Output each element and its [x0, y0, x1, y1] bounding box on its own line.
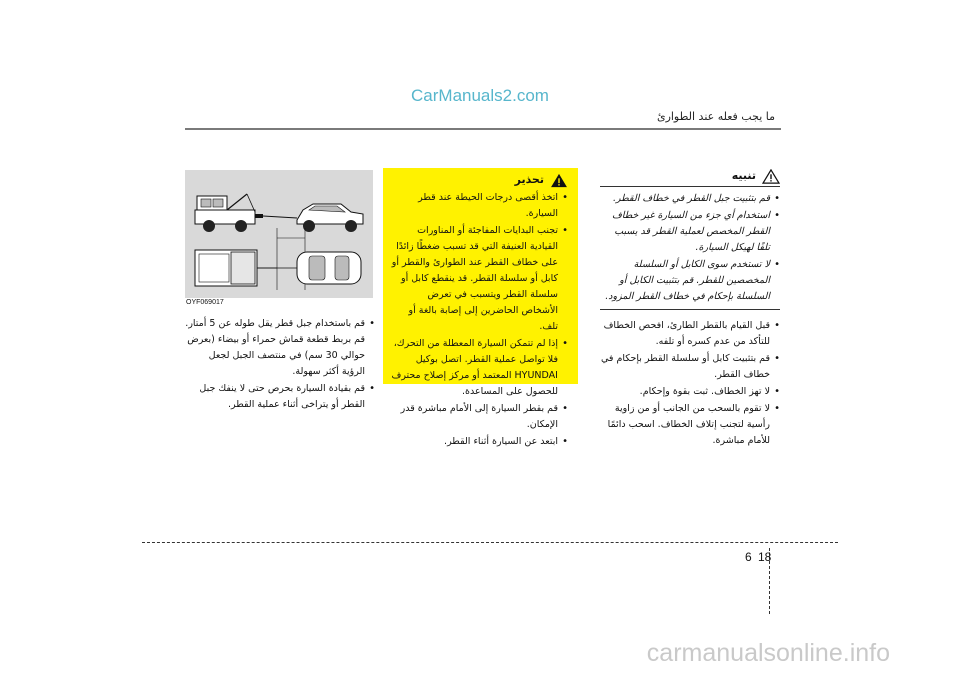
chapter-number: 6 [745, 550, 752, 564]
towed-car-top-icon [297, 252, 361, 284]
warning-item: • ابتعد عن السيارة أثناء القطر. [391, 434, 568, 450]
footer-rule [142, 542, 838, 543]
list-item: • لا تقوم بالسحب من الجانب أو من زاوية رأسية لتجنب إتلاف الخطاف. اسحب دائمًا للأمام مباشرة. [600, 401, 780, 449]
caution-list [600, 191, 780, 305]
list-item: • لا تهز الخطاف. ثبت بقوة وإحكام. [600, 384, 780, 400]
towing-diagram [185, 170, 373, 298]
list-item: • قم بقيادة السيارة بحرص حتى لا ينفك جبل القطر أو يتراخى أثناء عملية القطر. [185, 381, 375, 413]
caution-item: • لا تستخدم سوى الكابل أو السلسلة المخصصين للقطر. قم بتثبيت الكابل أو السلسلة بإحكام في خطاف القطر المزود. [600, 257, 780, 305]
page-number: 18 [758, 550, 772, 564]
warning-item: • قم بقطر السيارة إلى الأمام مباشرة قدر الإمكان. [391, 401, 568, 433]
caution-column [600, 168, 780, 450]
warning-triangle-icon [550, 173, 568, 188]
running-title: ما يجب فعله عند الطوارئ [656, 110, 775, 123]
tow-truck-top-icon [195, 250, 257, 286]
watermark-top: CarManuals2.com [411, 86, 549, 105]
list-item: • قم باستخدام جبل قطر يقل طوله عن 5 أمتار. قم بربط قطعة قماش حمراء أو بيضاء (بعرض حوالي 30 سم) في منتصف الجبل لجعل الرؤية أكثر سهولة. [185, 316, 375, 380]
tow-truck-side-icon [195, 194, 263, 232]
caution-title: تنبيه [731, 169, 756, 182]
header-rule [185, 128, 781, 130]
page-margin-line [769, 566, 770, 614]
towed-car-side-icon [297, 204, 363, 232]
warning-item: • اتخذ أقصى درجات الحيطة عند قطر السيارة. [391, 190, 568, 222]
warning-item: • إذا لم تتمكن السيارة المعطلة من التحرك، فلا تواصل عملية القطر. اتصل بوكيل HYUNDAI المعتمد أو مركز إصلاح محترف للحصول على المساعدة. [391, 336, 568, 400]
warning-list [391, 190, 568, 450]
warning-triangle-icon [762, 169, 780, 184]
caution-item: • استخدام أي جزء من السيارة غير خطاف القطر المخصص لعملية القطر قد يسبب تلفًا لهيكل السيارة. [600, 208, 780, 256]
towing-hook-list [600, 318, 780, 449]
watermark-bottom: carmanualsonline.info [646, 639, 890, 667]
towing-illustration [185, 170, 373, 298]
warning-title: تحذير [514, 173, 544, 186]
warning-box [383, 168, 578, 447]
caution-item: • قم بتثبيت جبل القطر في خطاف القطر. [600, 191, 780, 207]
caution-heading [600, 168, 780, 187]
tow-rope-list [185, 316, 375, 413]
caution-divider [600, 309, 780, 310]
warning-item: • تجنب البدايات المفاجئة أو المناورات القيادية العنيفة التي قد تسبب ضغطًا زائدًا على خطاف القطر عند الطوارئ والقطر أو كابل أو سلسلة القطر. قد ينقطع كابل أو سلسلة القطر ويتسبب في تعرض الأشخاص الحاضرين إلى إصابة بالغة أو تلف. [391, 223, 568, 335]
tow-rope-instructions [185, 316, 375, 414]
list-item: • قبل القيام بالقطر الطارئ، افحص الخطاف للتأكد من عدم كسره أو تلفه. [600, 318, 780, 350]
list-item: • قم بتثبيت كابل أو سلسلة القطر بإحكام في خطاف القطر. [600, 351, 780, 383]
warning-heading [391, 172, 568, 188]
figure-code: OYF069017 [186, 299, 224, 306]
